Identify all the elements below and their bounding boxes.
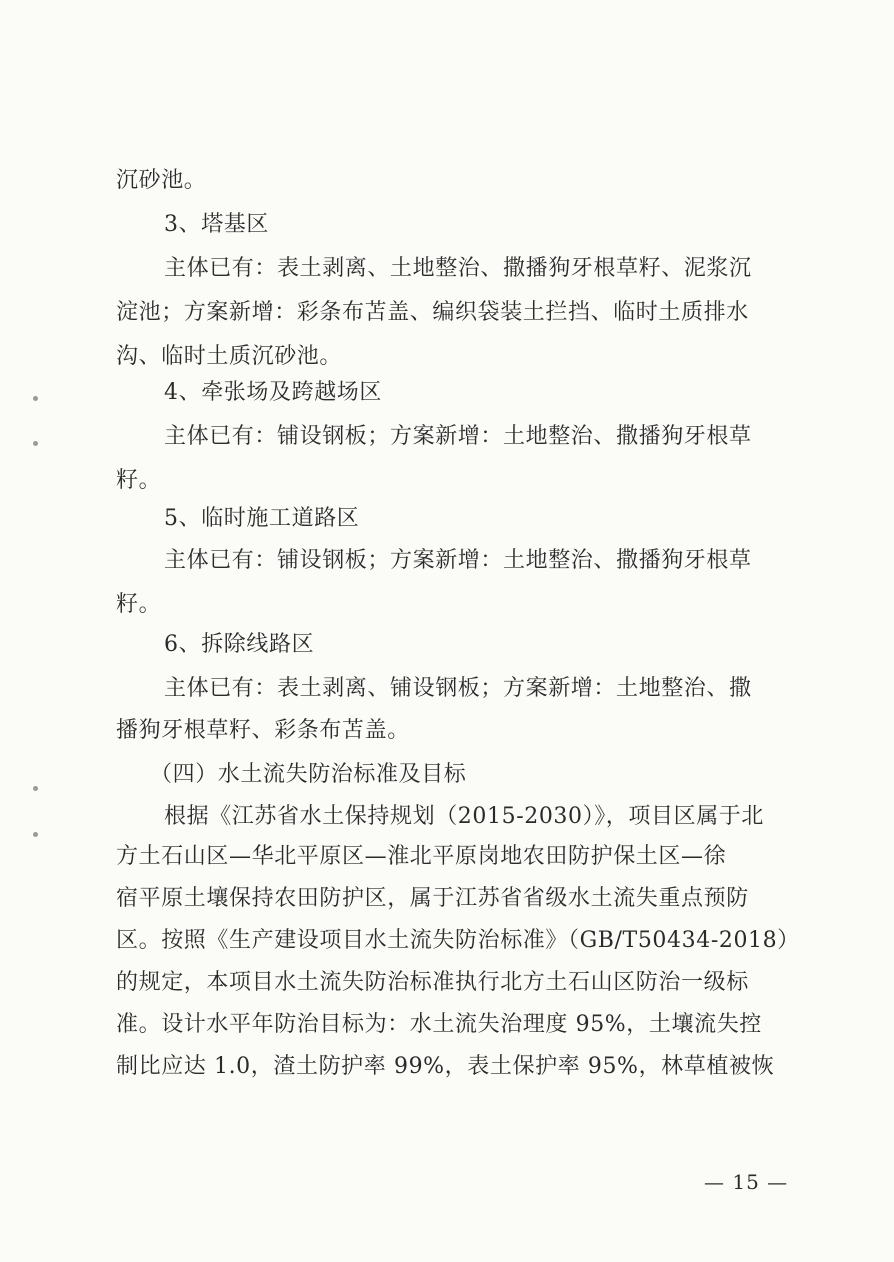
text-line: 沉砂池。 (116, 168, 207, 193)
text-line: 淀池；方案新增：彩条布苫盖、编织袋装土拦挡、临时土质排水 (116, 300, 749, 325)
text-line: 主体已有：表土剥离、土地整治、撒播狗牙根草籽、泥浆沉 (164, 256, 752, 281)
text-line: 的规定，本项目水土流失防治标准执行北方土石山区防治一级标 (116, 970, 749, 995)
text-line: 制比应达 1.0，渣土防护率 99%，表土保护率 95%，林草植被恢 (116, 1054, 775, 1079)
text-line: 宿平原土壤保持农田防护区，属于江苏省省级水土流失重点预防 (116, 886, 749, 911)
scan-speck (33, 832, 38, 837)
text-line: 主体已有：表土剥离、铺设钢板；方案新增：土地整治、撒 (164, 676, 752, 701)
text-line: 准。设计水平年防治目标为：水土流失治理度 95%，土壤流失控 (116, 1012, 762, 1037)
text-line: 根据《江苏省水土保持规划（2015-2030）》，项目区属于北 (164, 804, 765, 829)
section-heading-temp-road: 5、临时施工道路区 (164, 506, 360, 531)
section-heading-standards: （四）水土流失防治标准及目标 (150, 762, 467, 787)
scan-speck (33, 396, 38, 401)
text-line: 主体已有：铺设钢板；方案新增：土地整治、撒播狗牙根草 (164, 424, 752, 449)
text-line: 沟、临时土质沉砂池。 (116, 344, 343, 369)
text-line: 籽。 (116, 468, 162, 493)
section-heading-tower-base: 3、塔基区 (164, 212, 269, 237)
section-heading-tension-field: 4、牵张场及跨越场区 (164, 380, 382, 405)
text-line: 籽。 (116, 592, 162, 617)
section-heading-demolition: 6、拆除线路区 (164, 632, 315, 657)
text-line: 主体已有：铺设钢板；方案新增：土地整治、撒播狗牙根草 (164, 548, 752, 573)
scan-speck (33, 786, 38, 791)
text-line: 方土石山区—华北平原区—淮北平原岗地农田防护保土区—徐 (116, 844, 727, 869)
text-line: 区。按照《生产建设项目水土流失防治标准》（GB/T50434-2018） (116, 928, 800, 953)
text-line: 播狗牙根草籽、彩条布苫盖。 (116, 718, 410, 743)
scan-speck (33, 441, 38, 446)
page-number: — 15 — (704, 1170, 789, 1194)
